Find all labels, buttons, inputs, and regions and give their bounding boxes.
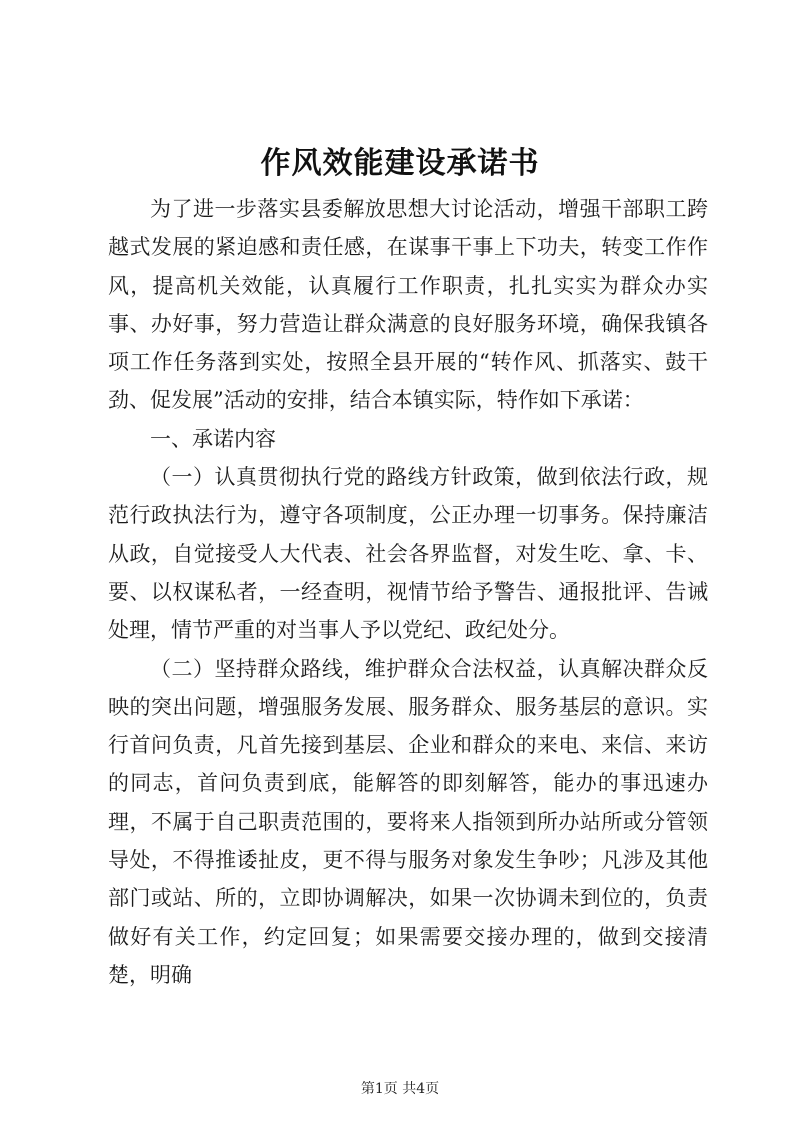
commitment-item-1: （一）认真贯彻执行党的路线方针政策，做到依法行政，规范行政执法行为，遵守各项制度，公正办理一切事务。保持廉洁从政，自觉接受人大代表、社会各界监督，对发生吃、拿、卡、要、以权谋私者，一经查明，视情节给予警告、通报批评、告诫处理，情节严重的对当事人予以党纪、政纪处分。 [108,465,708,643]
intro-paragraph: 为了进一步落实县委解放思想大讨论活动，增强干部职工跨越式发展的紧迫感和责任感，在谋事干事上下功夫，转变工作作风，提高机关效能，认真履行工作职责，扎扎实实为群众办实事、办好事，努力营造让群众满意的良好服务环境，确保我镇各项工作任务落到实处，按照全县开展的“转作风、抓落实、鼓干劲、促发展”活动的安排，结合本镇实际，特作如下承诺： [108,197,708,413]
commitment-item-2: （二）坚持群众路线，维护群众合法权益，认真解决群众反映的突出问题，增强服务发展、服务群众、服务基层的意识。实行首问负责，凡首先接到基层、企业和群众的来电、来信、来访的同志，首问负责到底，能解答的即刻解答，能办的事迅速办理，不属于自己职责范围的，要将来人指领到所办站所或分管领导处，不得推诿扯皮，更不得与服务对象发生争吵；凡涉及其他部门或站、所的，立即协调解决，如果一次协调未到位的，负责做好有关工作，约定回复；如果需要交接办理的，做到交接清楚，明确 [108,656,708,987]
document-title: 作风效能建设承诺书 [260,146,540,181]
section-heading: 一、承诺内容 [150,426,276,451]
document-body [108,190,708,994]
page-footer: 第1页 共4页 [360,1081,440,1097]
